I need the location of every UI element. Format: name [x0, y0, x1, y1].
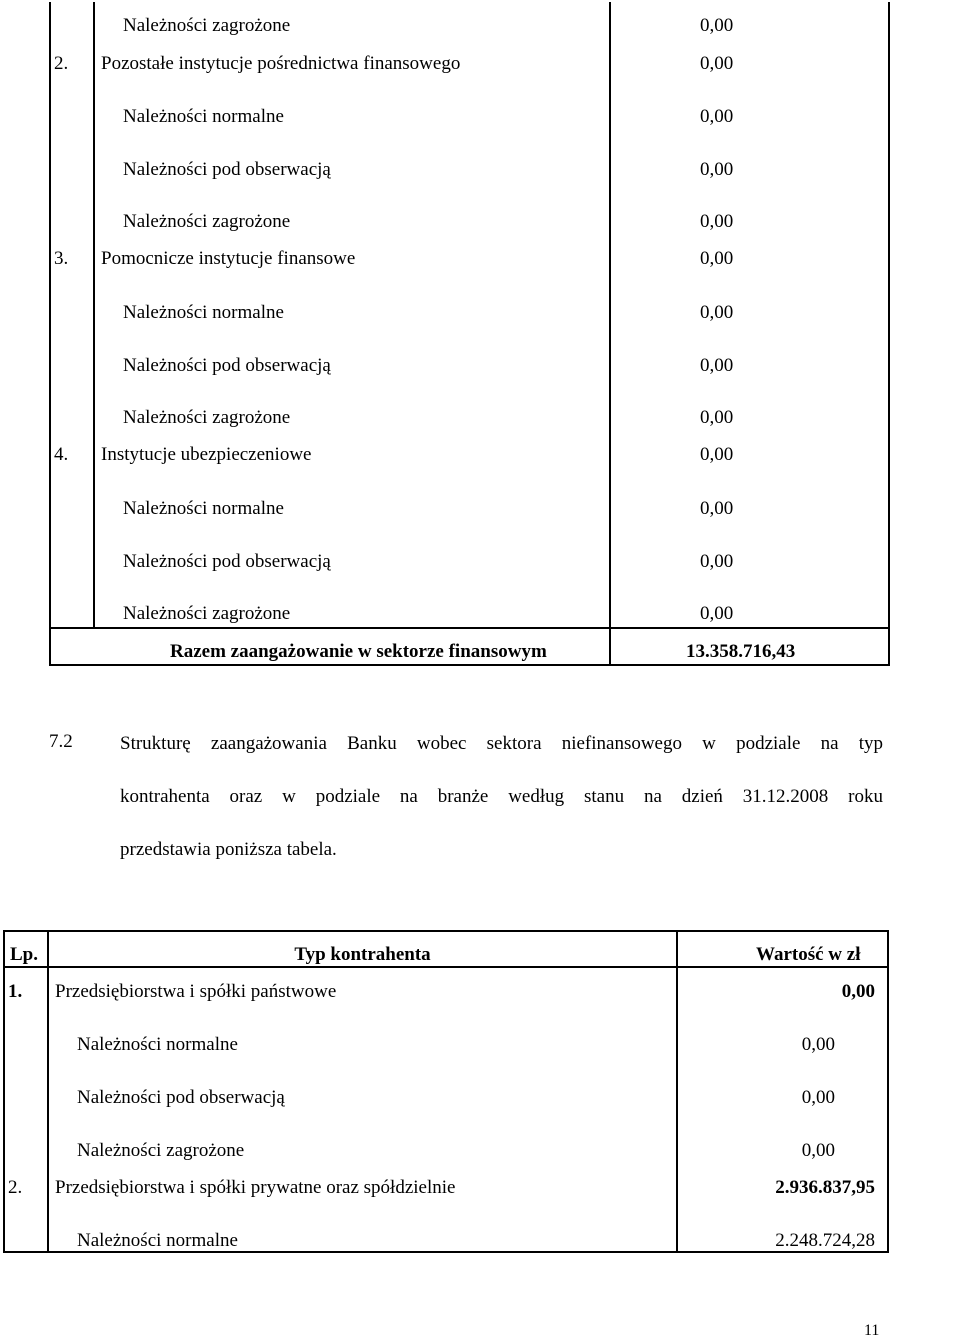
row-label: Pomocnicze instytucje finansowe: [101, 248, 356, 269]
page-number: 11: [864, 1322, 880, 1339]
table1-right-border: [888, 2, 890, 666]
row-value: 0,00: [841, 981, 875, 1002]
row-value: 0,00: [801, 1087, 835, 1108]
row-label: Należności zagrożone: [123, 15, 291, 36]
table1-num-divider: [93, 2, 95, 628]
paragraph-line: przedstawia poniższa tabela.: [120, 839, 337, 860]
row-value: 0,00: [700, 498, 734, 519]
row-label: Należności normalne: [123, 106, 284, 127]
row-label: Należności normalne: [123, 498, 284, 519]
row-number: 2.: [54, 53, 69, 74]
row-value: 0,00: [801, 1034, 835, 1055]
table2-num-divider: [47, 930, 49, 1253]
row-label: Należności normalne: [123, 302, 284, 323]
row-number: 1.: [8, 981, 23, 1002]
table2-header-bottom-border: [3, 966, 889, 968]
row-value: 0,00: [801, 1140, 835, 1161]
table1-bottom-border: [49, 664, 890, 666]
row-value: 0,00: [700, 248, 734, 269]
row-value: 2.936.837,95: [775, 1177, 875, 1198]
row-value: 2.248.724,28: [775, 1230, 875, 1251]
row-label: Należności zagrożone: [77, 1140, 245, 1161]
table2-left-border: [3, 930, 5, 1253]
row-value: 0,00: [700, 444, 734, 465]
row-number: 4.: [54, 444, 69, 465]
row-label: Należności zagrożone: [123, 407, 291, 428]
row-value: 0,00: [700, 159, 734, 180]
section-number: 7.2: [49, 731, 73, 752]
row-label: Należności pod obserwacją: [123, 355, 331, 376]
paragraph-line: kontrahenta oraz w podziale na branże według stanu na dzień 31.12.2008 roku: [120, 786, 883, 807]
row-value: 0,00: [700, 355, 734, 376]
row-value: 0,00: [700, 603, 734, 624]
header-type: Typ kontrahenta: [294, 944, 431, 965]
table2-right-border: [887, 930, 889, 1253]
row-value: 0,00: [700, 15, 734, 36]
row-label: Należności normalne: [77, 1230, 238, 1251]
row-value: 0,00: [700, 106, 734, 127]
row-label: Należności normalne: [77, 1034, 238, 1055]
row-value: 0,00: [700, 407, 734, 428]
row-number: 3.: [54, 248, 69, 269]
row-number: 2.: [8, 1177, 23, 1198]
row-value: 0,00: [700, 302, 734, 323]
table1-total-top-border: [49, 627, 890, 629]
row-value: 0,00: [700, 551, 734, 572]
table2-top-border: [3, 930, 889, 932]
header-lp: Lp.: [10, 944, 38, 965]
row-label: Przedsiębiorstwa i spółki prywatne oraz spółdzielnie: [55, 1177, 456, 1198]
row-value: 0,00: [700, 53, 734, 74]
total-label: Razem zaangażowanie w sektorze finansowym: [170, 641, 547, 662]
row-label: Należności pod obserwacją: [123, 551, 331, 572]
row-label: Instytucje ubezpieczeniowe: [101, 444, 312, 465]
row-label: Należności pod obserwacją: [77, 1087, 285, 1108]
row-label: Przedsiębiorstwa i spółki państwowe: [55, 981, 337, 1002]
table1-value-divider: [609, 2, 611, 666]
row-label: Należności pod obserwacją: [123, 159, 331, 180]
table2-value-divider: [676, 930, 678, 1253]
row-label: Pozostałe instytucje pośrednictwa finansowego: [101, 53, 461, 74]
paragraph-line: Strukturę zaangażowania Banku wobec sektora niefinansowego w podziale na typ: [120, 733, 883, 754]
row-label: Należności zagrożone: [123, 211, 291, 232]
header-value: Wartość w zł: [756, 944, 861, 965]
table1-left-border: [49, 2, 51, 666]
row-label: Należności zagrożone: [123, 603, 291, 624]
row-value: 0,00: [700, 211, 734, 232]
total-value: 13.358.716,43: [686, 641, 796, 662]
